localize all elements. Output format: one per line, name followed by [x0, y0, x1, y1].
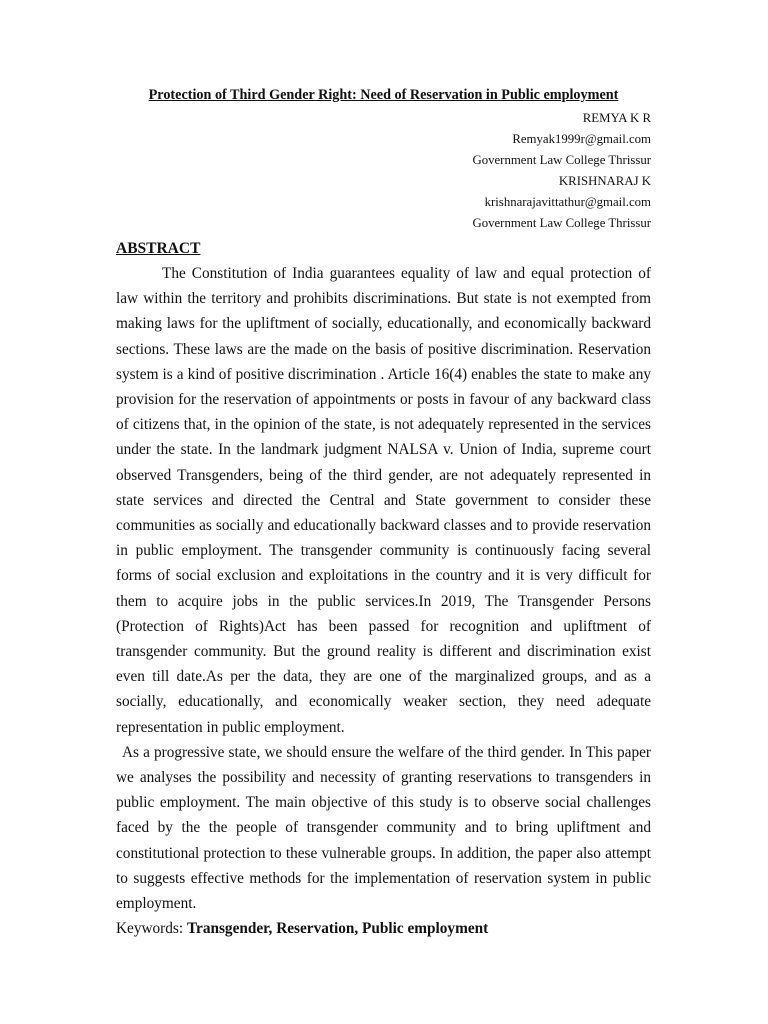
- paper-page: [116, 86, 651, 941]
- keywords-line: [116, 916, 651, 941]
- keywords-label: Keywords:: [116, 920, 184, 938]
- author-2-affiliation: Government Law College Thrissur: [472, 216, 651, 230]
- author-2-name: KRISHNARAJ K: [558, 174, 651, 188]
- author-1-affiliation: Government Law College Thrissur: [472, 153, 651, 167]
- paper-title: Protection of Third Gender Right: Need of Reservation in Public employment: [148, 87, 619, 103]
- author-block: [116, 108, 651, 234]
- keywords-value: Transgender, Reservation, Public employment: [186, 920, 489, 938]
- abstract-paragraph-1: The Constitution of India guarantees equality of law and equal protection of law within the territory and prohibits discriminations. But state is not exempted from making laws for the upliftment of socially, educationally, and economically backward sections. These laws are the made on the basis of positive discrimination. Reservation system is a kind of positive discrimination . Article 16(4) enables the state to make any provision for the reservation of appointments or posts in favour of any backward class of citizens that, in the opinion of the state, is not adequately represented in the services under the state. In the landmark judgment NALSA v. Union of India, supreme court observed Transgenders, being of the third gender, are not adequately represented in state services and directed the Central and State government to consider these communities as socially and educationally backward classes and to provide reservation in public employment. The transgender community is continuously facing several forms of social exclusion and exploitations in the country and it is very difficult for them to acquire jobs in the public services.In 2019, The Transgender Persons (Protection of Rights)Act has been passed for recognition and upliftment of transgender community. But the ground reality is different and discrimination exist even till date.As per the data, they are one of the marginalized groups, and as a socially, educationally, and economically weaker section, they need adequate representation in public employment.: [116, 265, 651, 736]
- abstract-paragraph-2: As a progressive state, we should ensure the welfare of the third gender. In This paper we analyses the possibility and necessity of granting reservations to transgenders in public employment. The main objective of this study is to observe social challenges faced by the the people of transgender community and to bring upliftment and constitutional protection to these vulnerable groups. In addition, the paper also attempt to suggests effective methods for the implementation of reservation system in public employment.: [116, 743, 651, 913]
- author-1-name: REMYA K R: [582, 111, 651, 125]
- author-1-email: Remyak1999r@gmail.com: [512, 132, 651, 146]
- author-2-email: krishnarajavittathur@gmail.com: [484, 195, 651, 209]
- abstract-heading: ABSTRACT: [116, 240, 201, 257]
